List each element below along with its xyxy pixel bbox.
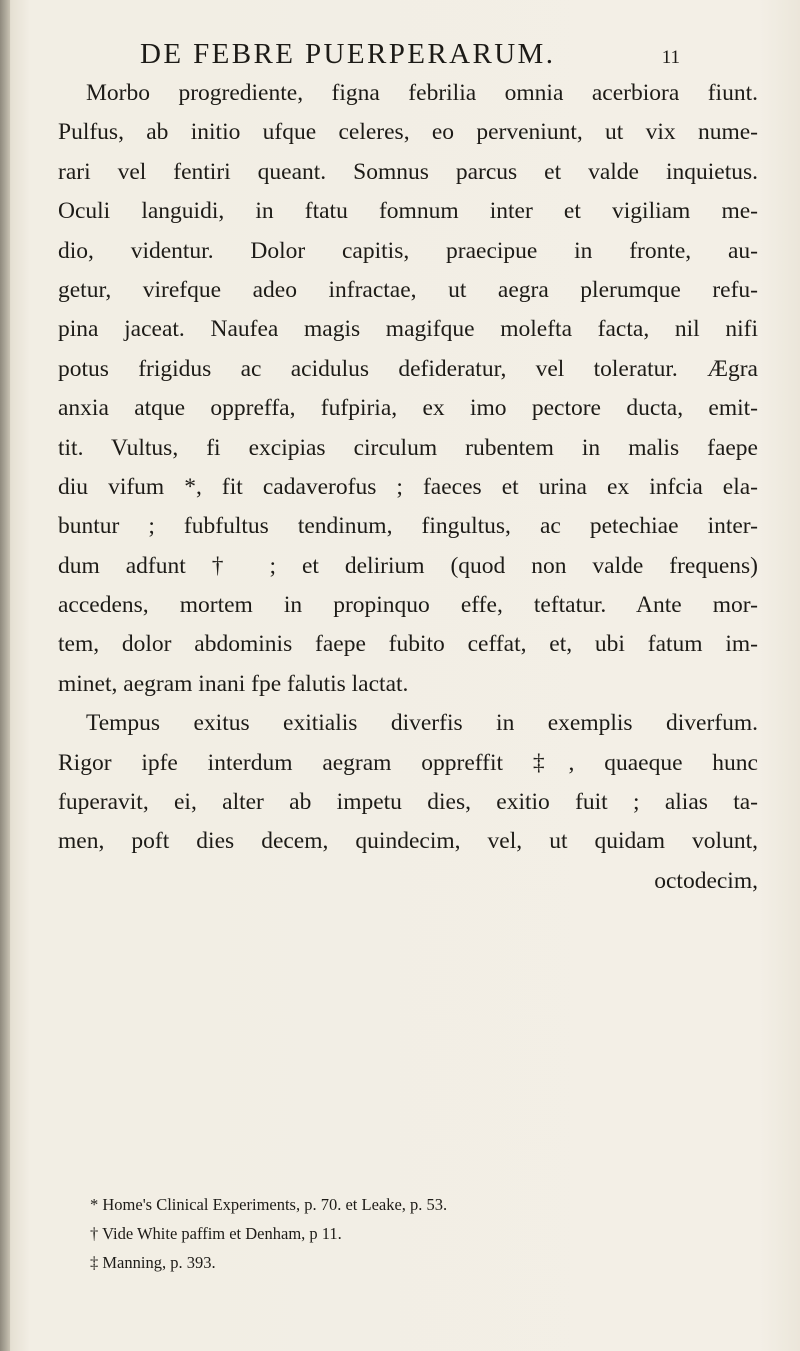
text-line: tit. Vultus, fi excipias circulum rubentem in malis faepe xyxy=(58,434,758,461)
text-line: Oculi languidi, in ftatu fomnum inter et vigiliam me- xyxy=(58,198,758,225)
text-line: accedens, mortem in propinquo effe, teftatur. Ante mor- xyxy=(58,592,758,619)
text-line: Pulfus, ab initio ufque celeres, eo perveniunt, ut vix nume- xyxy=(58,119,758,146)
text-line: Rigor ipfe interdum aegram oppreffit ‡, quaeque hunc xyxy=(58,749,758,776)
text-line: potus frigidus ac acidulus defideratur, vel toleratur. Ægra xyxy=(58,355,758,382)
footnote: ‡ Manning, p. 393. xyxy=(90,1253,216,1272)
footnote: † Vide White paffim et Denham, p 11. xyxy=(90,1224,342,1243)
footnotes xyxy=(90,1190,690,1277)
page-header xyxy=(140,38,680,71)
text-line: tem, dolor abdominis faepe fubito ceffat, et, ubi fatum im- xyxy=(58,631,758,658)
text-line: getur, virefque adeo infractae, ut aegra plerumque refu- xyxy=(58,276,758,303)
text-line: men, poft dies decem, quindecim, vel, ut quidam volunt, xyxy=(58,828,758,855)
text-line: pina jaceat. Naufea magis magifque molefta facta, nil nifi xyxy=(58,316,758,343)
text-line: dio, videntur. Dolor capitis, praecipue in fronte, au- xyxy=(58,237,758,264)
text-line: Tempus exitus exitialis diverfis in exemplis diverfum. xyxy=(86,710,758,737)
text-line: rari vel fentiri queant. Somnus parcus et valde inquietus. xyxy=(58,158,758,185)
text-line: buntur ; fubfultus tendinum, fingultus, ac petechiae inter- xyxy=(58,513,758,540)
text-line: anxia atque oppreffa, fufpiria, ex imo pectore ducta, emit- xyxy=(58,395,758,422)
text-line: fuperavit, ei, alter ab impetu dies, exitio fuit ; alias ta- xyxy=(58,789,758,816)
page-number: 11 xyxy=(661,47,680,68)
book-binding-edge xyxy=(0,0,10,1351)
catchword: octodecim, xyxy=(654,867,758,894)
text-line: minet, aegram inani fpe falutis lactat. xyxy=(58,670,409,697)
text-line: diu vifum *, fit cadaverofus ; faeces et urina ex infcia ela- xyxy=(58,473,758,500)
text-line: dum adfunt † ; et delirium (quod non valde frequens) xyxy=(58,552,758,579)
footnote: * Home's Clinical Experiments, p. 70. et Leake, p. 53. xyxy=(90,1195,448,1214)
running-title: DE FEBRE PUERPERARUM. xyxy=(140,38,556,70)
text-line: Morbo progrediente, figna febrilia omnia acerbiora fiunt. xyxy=(86,80,758,106)
body-text xyxy=(58,74,758,901)
